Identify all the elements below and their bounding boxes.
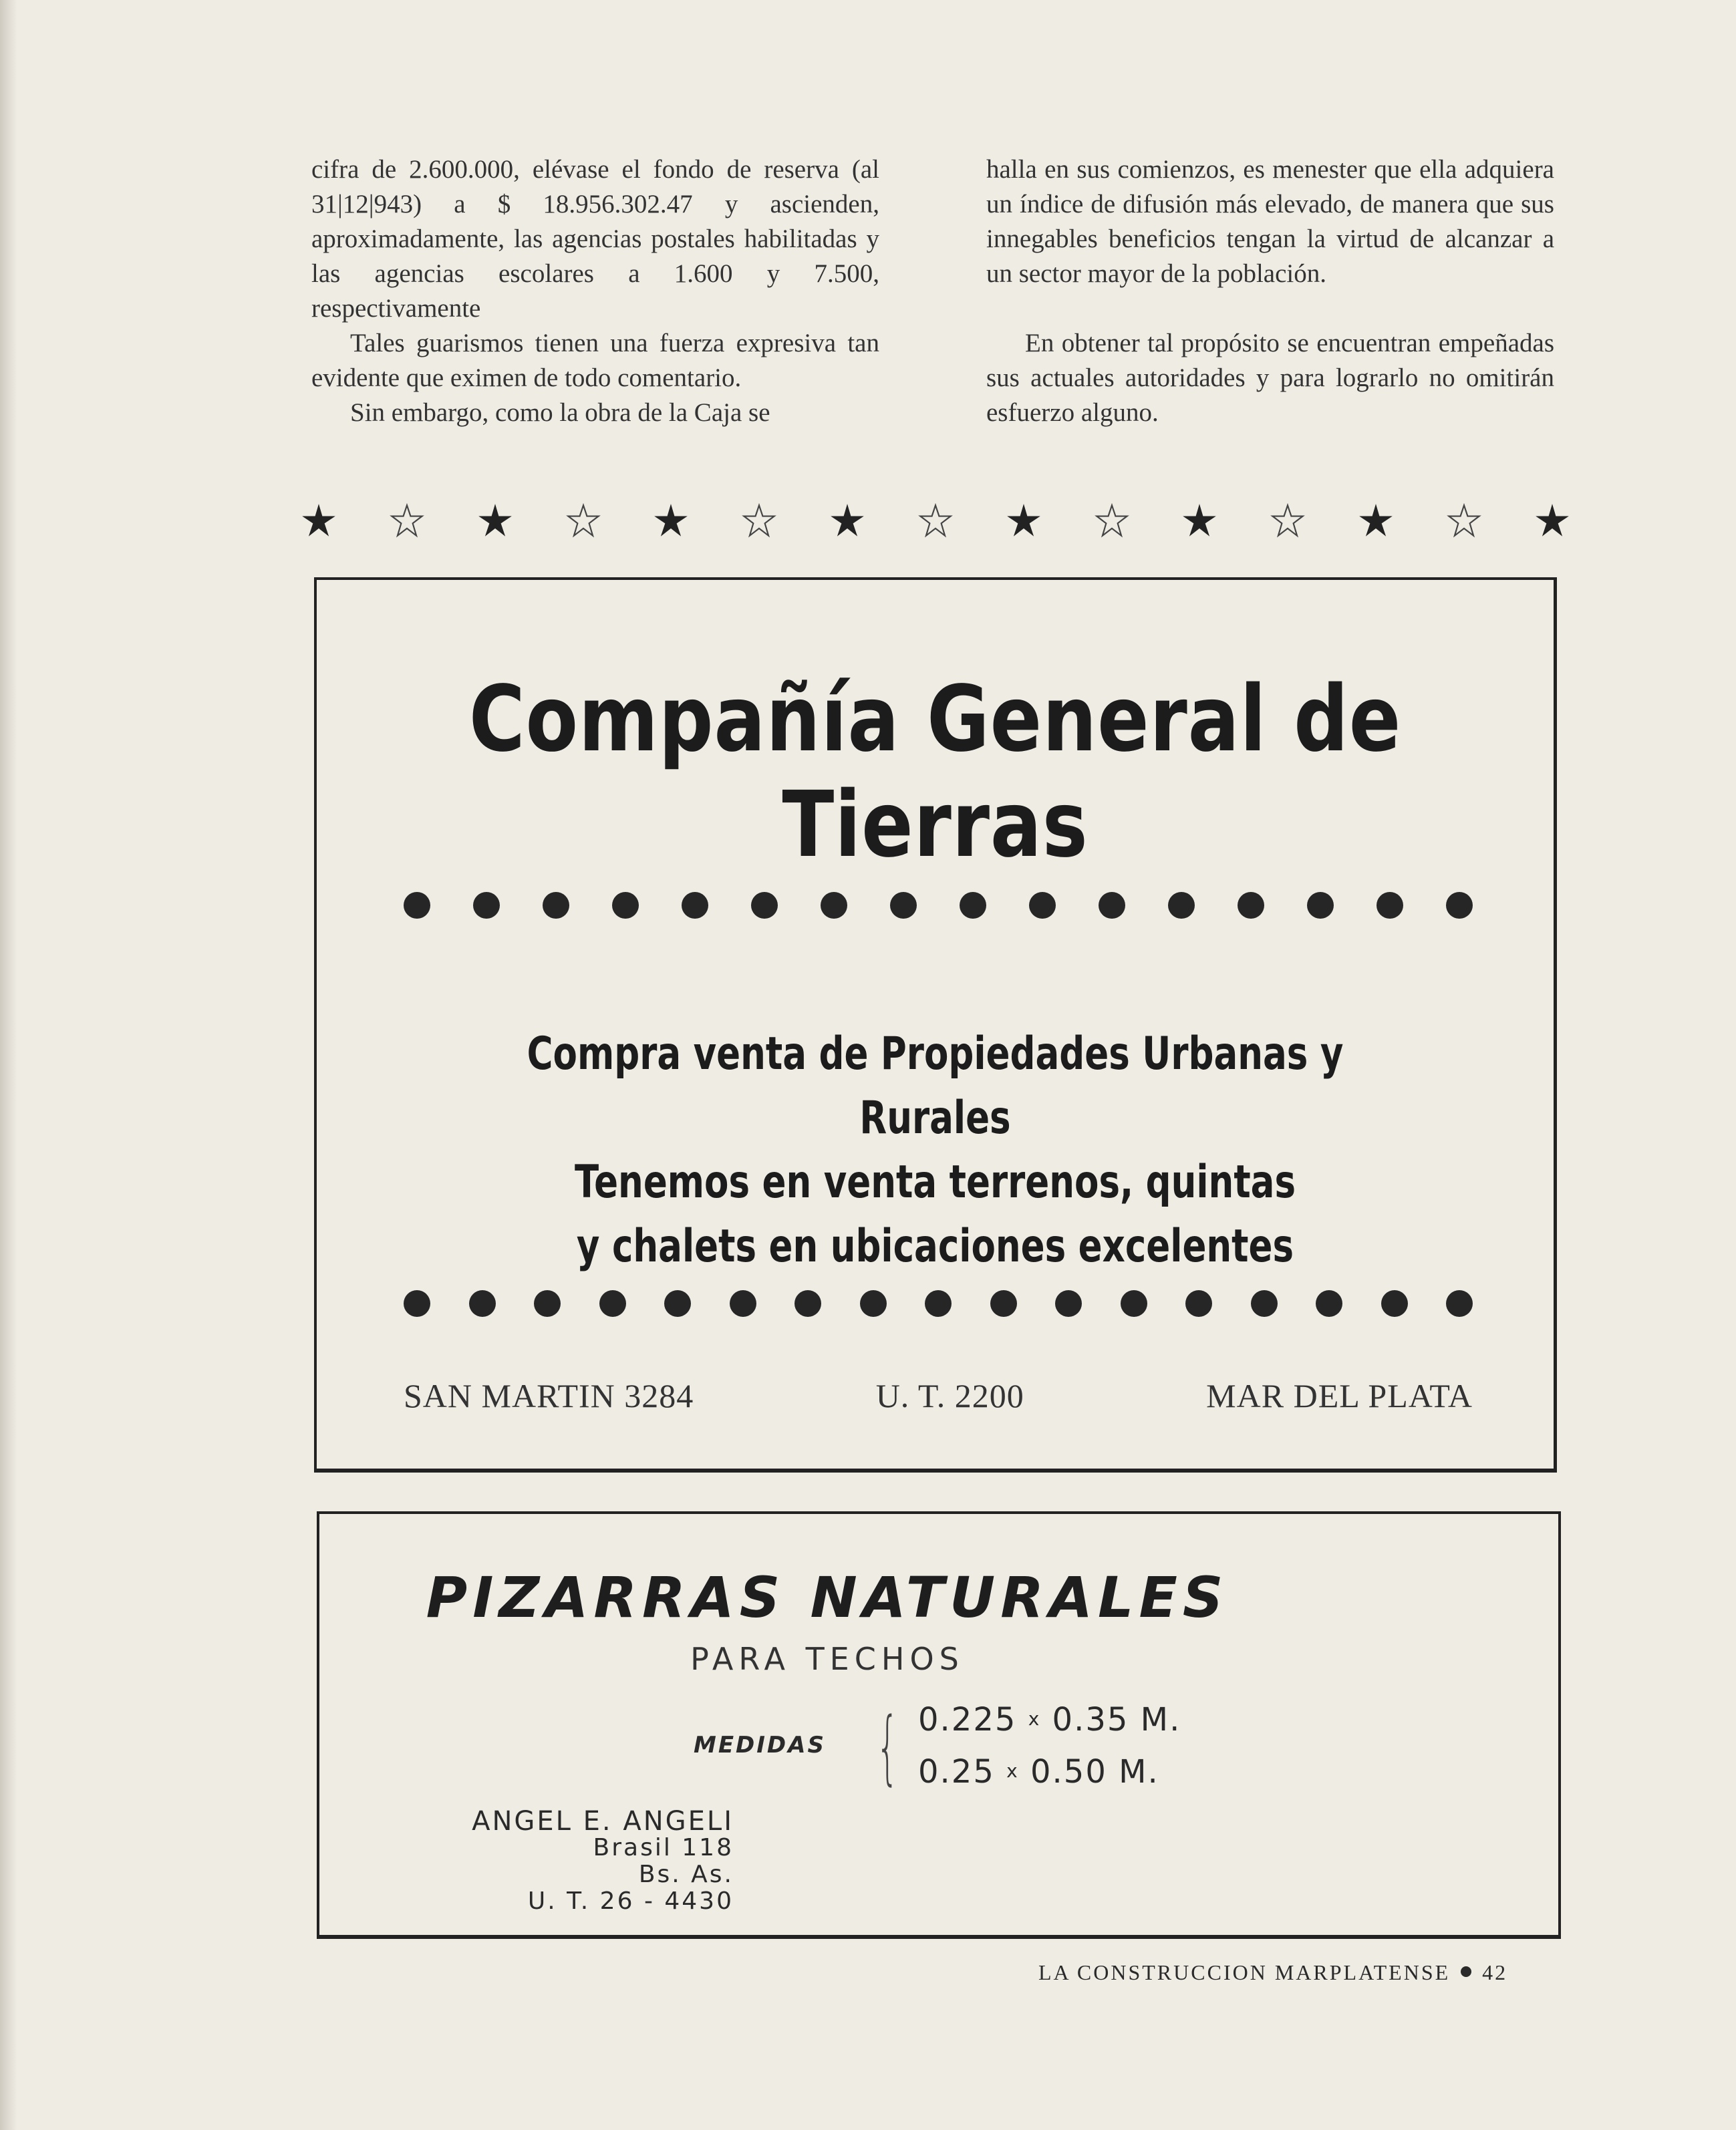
times-icon: x xyxy=(1028,1708,1041,1730)
star-icon xyxy=(1534,502,1570,539)
bullet-icon xyxy=(1461,1966,1471,1977)
star-icon xyxy=(1446,502,1482,539)
dot-icon xyxy=(599,1290,626,1317)
dot-icon xyxy=(404,892,430,919)
dot-icon xyxy=(925,1290,952,1317)
star-icon xyxy=(917,502,954,539)
dot-icon xyxy=(1446,1290,1473,1317)
star-icon xyxy=(1270,502,1306,539)
ad-phone: U. T. 2200 xyxy=(875,1377,1024,1414)
dot-icon xyxy=(1099,892,1125,919)
ad-pizarras-naturales xyxy=(317,1511,1561,1939)
size-height: 0.50 M. xyxy=(1030,1753,1159,1791)
ad-address: SAN MARTIN 3284 xyxy=(404,1377,694,1414)
brace-icon: { xyxy=(875,1701,899,1794)
dot-icon xyxy=(404,1290,430,1317)
dot-icon xyxy=(890,892,917,919)
publication-name: LA CONSTRUCCION MARPLATENSE xyxy=(1038,1960,1451,1984)
dot-icon xyxy=(1238,892,1264,919)
dot-icon xyxy=(1316,1290,1342,1317)
ad-compania-tierras xyxy=(314,577,1557,1473)
dot-icon xyxy=(1185,1290,1212,1317)
times-icon: x xyxy=(1006,1760,1019,1782)
dot-icon xyxy=(612,892,639,919)
dot-icon xyxy=(1377,892,1403,919)
star-icon xyxy=(477,502,513,539)
dot-icon xyxy=(751,892,778,919)
ad-line: Tenemos en venta terrenos, quintas xyxy=(574,1156,1296,1209)
article-left-column xyxy=(311,152,879,430)
dot-icon xyxy=(664,1290,691,1317)
dot-row xyxy=(404,1287,1473,1320)
dot-icon xyxy=(1307,892,1334,919)
star-icon xyxy=(389,502,425,539)
ad-title: Compañía General de Tierras xyxy=(468,667,1402,878)
ad-line: Compra venta de Propiedades Urbanas y Rurales xyxy=(527,1028,1344,1145)
dot-row xyxy=(404,889,1473,922)
dot-icon xyxy=(682,892,708,919)
star-icon xyxy=(1358,502,1394,539)
page-number: 42 xyxy=(1482,1960,1508,1984)
medidas-label: MEDIDAS xyxy=(694,1732,826,1759)
ad-city: MAR DEL PLATA xyxy=(1206,1377,1473,1414)
article-right-column xyxy=(986,152,1554,430)
article-paragraph: Sin embargo, como la obra de la Caja se xyxy=(350,398,770,427)
star-icon xyxy=(1094,502,1130,539)
ad-contact-row xyxy=(404,1376,1473,1415)
dot-icon xyxy=(1251,1290,1278,1317)
dot-icon xyxy=(469,1290,496,1317)
star-divider xyxy=(301,497,1570,544)
dot-icon xyxy=(1121,1290,1147,1317)
star-icon xyxy=(1006,502,1042,539)
ad-title: PIZARRAS NATURALES xyxy=(426,1565,1229,1630)
ad-subtitle: PARA TECHOS xyxy=(690,1641,964,1677)
star-icon xyxy=(653,502,689,539)
dot-icon xyxy=(794,1290,821,1317)
dot-icon xyxy=(1029,892,1056,919)
ad-body xyxy=(317,1022,1554,1279)
dot-icon xyxy=(1446,892,1473,919)
dot-icon xyxy=(1168,892,1195,919)
dot-icon xyxy=(990,1290,1017,1317)
dot-icon xyxy=(1381,1290,1408,1317)
star-icon xyxy=(1181,502,1217,539)
star-icon xyxy=(301,502,337,539)
contact-name: ANGEL E. ANGELI xyxy=(472,1806,734,1837)
dot-icon xyxy=(543,892,569,919)
page-binding-edge xyxy=(0,0,17,2130)
article-paragraph: En obtener tal propósito se encuentran empeñadas sus actuales autoridades y para lograrlo no omitirán esfuerzo alguno. xyxy=(986,329,1554,427)
dot-icon xyxy=(1055,1290,1082,1317)
article-paragraph: cifra de 2.600.000, elévase el fondo de reserva (al 31|12|943) a $ 18.956.302.47 y ascienden, aproximadamente, las agencias postales habilitadas y las agencias escolares a 1.600 y 7.500, respectivamente xyxy=(311,155,879,323)
article-paragraph: Tales guarismos tienen una fuerza expresiva tan evidente que eximen de todo comentario. xyxy=(311,329,879,392)
star-icon xyxy=(829,502,865,539)
star-icon xyxy=(741,502,777,539)
size-spec xyxy=(918,1701,1181,1738)
dot-icon xyxy=(960,892,986,919)
dot-icon xyxy=(534,1290,561,1317)
size-height: 0.35 M. xyxy=(1052,1701,1181,1738)
size-width: 0.225 xyxy=(918,1701,1017,1738)
size-spec xyxy=(918,1753,1159,1791)
star-icon xyxy=(565,502,601,539)
contact-city: Bs. As. xyxy=(638,1861,734,1888)
ad-line: y chalets en ubicaciones excelentes xyxy=(576,1220,1294,1273)
dot-icon xyxy=(860,1290,887,1317)
article-paragraph: halla en sus comienzos, es menester que ella adquiera un índice de difusión más elevado, de manera que sus innegables beneficios tengan la virtud de alcanzar a un sector mayor de la población. xyxy=(986,155,1554,288)
size-width: 0.25 xyxy=(918,1753,995,1791)
contact-street: Brasil 118 xyxy=(593,1834,734,1861)
contact-phone: U. T. 26 - 4430 xyxy=(527,1887,734,1915)
dot-icon xyxy=(730,1290,756,1317)
dot-icon xyxy=(473,892,500,919)
running-footer xyxy=(1038,1960,1507,1985)
ad-contact xyxy=(453,1808,734,1915)
dot-icon xyxy=(821,892,847,919)
